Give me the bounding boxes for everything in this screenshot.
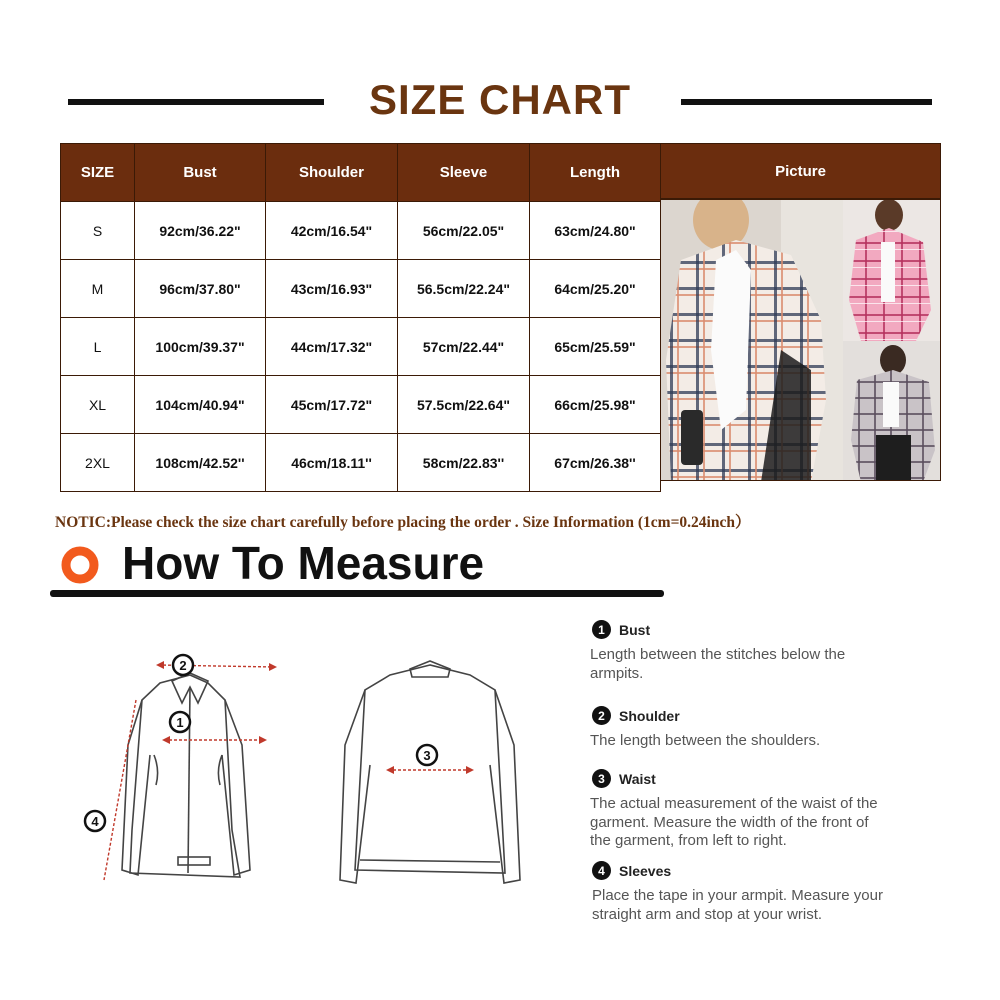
bust-cell: 96cm/37.80" [135,260,266,318]
size-cell: S [61,202,135,260]
bust-cell: 104cm/40.94" [135,376,266,434]
size-cell: L [61,318,135,376]
legend-waist-heading [592,769,656,788]
shoulder-cell: 44cm/17.32" [266,318,398,376]
length-cell: 67cm/26.38'' [530,434,661,492]
legend-label: Waist [619,770,656,787]
legend-label: Sleeves [619,862,672,879]
title-divider-right [681,99,932,105]
size-cell: M [61,260,135,318]
column-header: Length [530,144,661,202]
svg-text:4: 4 [91,814,99,829]
bust-cell: 92cm/36.22" [135,202,266,260]
length-cell: 65cm/25.59" [530,318,661,376]
size-chart-title: SIZE CHART [369,76,631,123]
sleeve-cell: 58cm/22.83'' [398,434,530,492]
size-table [60,143,661,492]
number-badge-icon: 4 [592,861,611,880]
bust-cell: 100cm/39.37" [135,318,266,376]
size-notice: NOTIC:Please check the size chart carefully before placing the order . Size Information (1cm=0.24inch） [55,514,751,531]
legend-label: Bust [619,621,651,638]
column-header: Bust [135,144,266,202]
legend-bust-text: Length between the stitches below the armpits. [590,646,846,682]
legend-shoulder-text: The length between the shoulders. [590,732,821,749]
length-cell: 66cm/25.98" [530,376,661,434]
table-row [61,318,661,376]
picture-column-header: Picture [660,143,941,199]
legend-sleeves-heading [592,861,671,880]
jacket-front-diagram [80,645,310,900]
legend-bust-heading [592,620,650,639]
legend-label: Shoulder [619,707,680,724]
sleeve-cell: 57cm/22.44" [398,318,530,376]
bust-cell: 108cm/42.52'' [135,434,266,492]
length-cell: 63cm/24.80" [530,202,661,260]
table-row [61,434,661,492]
column-header: Sleeve [398,144,530,202]
sleeve-cell: 57.5cm/22.64" [398,376,530,434]
svg-text:2: 2 [179,658,187,673]
length-cell: 64cm/25.20" [530,260,661,318]
number-badge-icon: 3 [592,769,611,788]
sleeve-cell: 56.5cm/22.24" [398,260,530,318]
legend-waist-text: The actual measurement of the waist of the garment. Measure the width of the front of the garment, from left to right. [590,795,878,849]
table-row [61,260,661,318]
shoulder-cell: 46cm/18.11'' [266,434,398,492]
column-header: SIZE [61,144,135,202]
title-divider-left [68,99,324,105]
column-header: Shoulder [266,144,398,202]
table-row [61,202,661,260]
svg-text:3: 3 [423,748,431,763]
size-cell: XL [61,376,135,434]
product-photo [660,199,941,481]
svg-text:1: 1 [176,715,184,730]
number-badge-icon: 1 [592,620,611,639]
table-header-row [61,144,661,202]
jacket-back-diagram [330,655,530,895]
legend-shoulder-heading [592,706,680,725]
shoulder-cell: 45cm/17.72" [266,376,398,434]
measure-divider [50,590,664,597]
size-cell: 2XL [61,434,135,492]
product-photo-image [661,200,941,481]
shoulder-cell: 43cm/16.93" [266,260,398,318]
legend-sleeves-text: Place the tape in your armpit. Measure your straight arm and stop at your wrist. [592,887,883,923]
orange-ring-icon [60,545,100,590]
number-badge-icon: 2 [592,706,611,725]
shoulder-cell: 42cm/16.54" [266,202,398,260]
how-to-measure-title: How To Measure [122,537,485,589]
sleeve-cell: 56cm/22.05" [398,202,530,260]
table-row [61,376,661,434]
